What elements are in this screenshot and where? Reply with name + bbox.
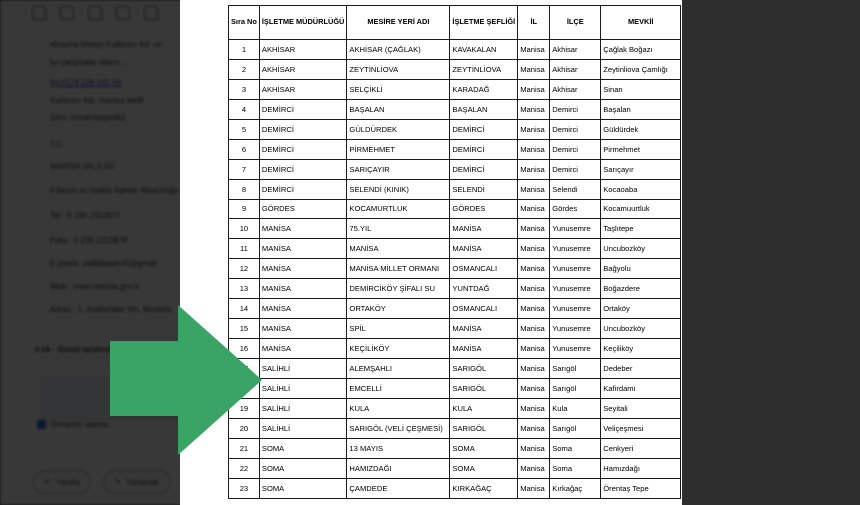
- cell-mesire-yeri-adi: SARIÇAYIR: [347, 159, 450, 179]
- cell-isletme-mudurlugu: DEMİRCİ: [259, 179, 347, 199]
- cell-ilce: Yunusemre: [550, 219, 601, 239]
- cell-mevkii: Boğazdere: [601, 279, 681, 299]
- cell-isletme-sefligi: YUNTDAĞ: [450, 279, 518, 299]
- cell-sira-no: 15: [229, 319, 260, 339]
- cell-ilce: Demirci: [550, 119, 601, 139]
- cell-il: Manisa: [518, 398, 550, 418]
- cell-ilce: Yunusemre: [550, 279, 601, 299]
- cell-mesire-yeri-adi: DEMİRCİKÖY ŞİFALI SU: [347, 279, 450, 299]
- cell-isletme-mudurlugu: SALİHLİ: [259, 398, 347, 418]
- cell-isletme-mudurlugu: AKHİSAR: [259, 79, 347, 99]
- cell-sira-no: 4: [229, 99, 260, 119]
- cell-mevkii: Kocaoaba: [601, 179, 681, 199]
- header-mevkii: MEVKİİ: [601, 6, 681, 40]
- cell-isletme-sefligi: SOMA: [450, 438, 518, 458]
- cell-il: Manisa: [518, 458, 550, 478]
- cell-mevkii: Seyitali: [601, 398, 681, 418]
- cell-isletme-mudurlugu: SOMA: [259, 458, 347, 478]
- cell-sira-no: 16: [229, 339, 260, 359]
- cell-isletme-mudurlugu: GÖRDES: [259, 199, 347, 219]
- cell-isletme-sefligi: SARIGÖL: [450, 418, 518, 438]
- cell-mesire-yeri-adi: 13 MAYIS: [347, 438, 450, 458]
- cell-ilce: Sarıgöl: [550, 359, 601, 379]
- cell-il: Manisa: [518, 478, 550, 498]
- cell-isletme-sefligi: DEMİRCİ: [450, 119, 518, 139]
- cell-isletme-mudurlugu: SALİHLİ: [259, 378, 347, 398]
- cell-il: Manisa: [518, 378, 550, 398]
- cell-ilce: Akhisar: [550, 59, 601, 79]
- cell-ilce: Kırkağaç: [550, 478, 601, 498]
- cell-mesire-yeri-adi: HAMIZDAĞI: [347, 458, 450, 478]
- cell-ilce: Selendi: [550, 179, 601, 199]
- cell-sira-no: 14: [229, 299, 260, 319]
- cell-il: Manisa: [518, 239, 550, 259]
- cell-mesire-yeri-adi: KOCAMURTLUK: [347, 199, 450, 219]
- cell-mevkii: Güldürdek: [601, 119, 681, 139]
- cell-mevkii: Uncubozköy: [601, 239, 681, 259]
- cell-isletme-sefligi: KIRKAĞAÇ: [450, 478, 518, 498]
- cell-ilce: Soma: [550, 458, 601, 478]
- cell-mesire-yeri-adi: ALEMŞAHLI: [347, 359, 450, 379]
- cell-isletme-mudurlugu: MANİSA: [259, 259, 347, 279]
- cell-isletme-sefligi: DEMİRCİ: [450, 159, 518, 179]
- cell-isletme-sefligi: GÖRDES: [450, 199, 518, 219]
- cell-isletme-mudurlugu: DEMİRCİ: [259, 139, 347, 159]
- cell-sira-no: 6: [229, 139, 260, 159]
- cell-mesire-yeri-adi: SELÇİKLİ: [347, 79, 450, 99]
- cell-isletme-sefligi: OSMANCALI: [450, 259, 518, 279]
- cell-il: Manisa: [518, 79, 550, 99]
- cell-mevkii: Örentaş Tepe: [601, 478, 681, 498]
- cell-il: Manisa: [518, 119, 550, 139]
- cell-mesire-yeri-adi: BAŞALAN: [347, 99, 450, 119]
- cell-il: Manisa: [518, 279, 550, 299]
- cell-mesire-yeri-adi: SELENDİ (KINIK): [347, 179, 450, 199]
- cell-isletme-sefligi: KULA: [450, 398, 518, 418]
- cell-ilce: Yunusemre: [550, 339, 601, 359]
- cell-il: Manisa: [518, 179, 550, 199]
- header-isletme-mudurlugu: İŞLETME MÜDÜRLÜĞÜ: [259, 6, 347, 40]
- cell-il: Manisa: [518, 40, 550, 60]
- cell-il: Manisa: [518, 159, 550, 179]
- cell-isletme-mudurlugu: MANİSA: [259, 299, 347, 319]
- cell-mevkii: Sinan: [601, 79, 681, 99]
- cell-sira-no: 7: [229, 159, 260, 179]
- cell-mesire-yeri-adi: PİRMEHMET: [347, 139, 450, 159]
- cell-sira-no: 2: [229, 59, 260, 79]
- cell-isletme-mudurlugu: MANİSA: [259, 239, 347, 259]
- cell-mesire-yeri-adi: KULA: [347, 398, 450, 418]
- cell-mevkii: Ortaköy: [601, 299, 681, 319]
- cell-sira-no: 22: [229, 458, 260, 478]
- cell-mesire-yeri-adi: KEÇİLİKÖY: [347, 339, 450, 359]
- cell-ilce: Yunusemre: [550, 299, 601, 319]
- cell-mesire-yeri-adi: ZEYTİNLİOVA: [347, 59, 450, 79]
- header-ilce: İLÇE: [550, 6, 601, 40]
- cell-isletme-mudurlugu: MANİSA: [259, 279, 347, 299]
- cell-mesire-yeri-adi: ORTAKÖY: [347, 299, 450, 319]
- cell-mevkii: Pirmehmet: [601, 139, 681, 159]
- cell-mesire-yeri-adi: SARIGÖL (VELİ ÇEŞMESİ): [347, 418, 450, 438]
- cell-il: Manisa: [518, 319, 550, 339]
- cell-sira-no: 20: [229, 418, 260, 438]
- cell-isletme-sefligi: SOMA: [450, 458, 518, 478]
- cell-ilce: Gördes: [550, 199, 601, 219]
- cell-sira-no: 8: [229, 179, 260, 199]
- cell-ilce: Yunusemre: [550, 259, 601, 279]
- cell-isletme-sefligi: MANİSA: [450, 319, 518, 339]
- cell-il: Manisa: [518, 438, 550, 458]
- cell-isletme-mudurlugu: DEMİRCİ: [259, 99, 347, 119]
- cell-mesire-yeri-adi: MANİSA: [347, 239, 450, 259]
- cell-mesire-yeri-adi: 75.YIL: [347, 219, 450, 239]
- cell-sira-no: 11: [229, 239, 260, 259]
- cell-ilce: Akhisar: [550, 79, 601, 99]
- cell-sira-no: 1: [229, 40, 260, 60]
- cell-mesire-yeri-adi: EMCELLİ: [347, 378, 450, 398]
- cell-il: Manisa: [518, 418, 550, 438]
- cell-isletme-sefligi: SELENDİ: [450, 179, 518, 199]
- cell-isletme-mudurlugu: MANİSA: [259, 219, 347, 239]
- cell-isletme-sefligi: DEMİRCİ: [450, 139, 518, 159]
- cell-isletme-mudurlugu: DEMİRCİ: [259, 159, 347, 179]
- cell-isletme-sefligi: OSMANCALI: [450, 299, 518, 319]
- cell-isletme-sefligi: BAŞALAN: [450, 99, 518, 119]
- cell-ilce: Demirci: [550, 99, 601, 119]
- cell-ilce: Soma: [550, 438, 601, 458]
- cell-isletme-mudurlugu: MANİSA: [259, 339, 347, 359]
- cell-isletme-sefligi: ZEYTİNLİOVA: [450, 59, 518, 79]
- cell-ilce: Yunusemre: [550, 239, 601, 259]
- cell-isletme-mudurlugu: SALİHLİ: [259, 359, 347, 379]
- cell-isletme-mudurlugu: SOMA: [259, 478, 347, 498]
- cell-mesire-yeri-adi: GÜLDÜRDEK: [347, 119, 450, 139]
- cell-sira-no: 19: [229, 398, 260, 418]
- cell-il: Manisa: [518, 139, 550, 159]
- cell-isletme-sefligi: KARADAĞ: [450, 79, 518, 99]
- cell-ilce: Yunusemre: [550, 319, 601, 339]
- cell-mevkii: Dedeber: [601, 359, 681, 379]
- cell-sira-no: 13: [229, 279, 260, 299]
- cell-mevkii: Çağlak Boğazı: [601, 40, 681, 60]
- header-sira-no: Sıra No: [229, 6, 260, 40]
- cell-il: Manisa: [518, 199, 550, 219]
- header-isletme-sefligi: İŞLETME ŞEFLİĞİ: [450, 6, 518, 40]
- cell-mesire-yeri-adi: ÇAMDEDE: [347, 478, 450, 498]
- cell-isletme-sefligi: SARIGÖL: [450, 359, 518, 379]
- cell-isletme-sefligi: MANİSA: [450, 219, 518, 239]
- cell-ilce: Sarıgöl: [550, 418, 601, 438]
- cell-ilce: Sarıgöl: [550, 378, 601, 398]
- cell-mevkii: Cenkyeri: [601, 438, 681, 458]
- cell-sira-no: 5: [229, 119, 260, 139]
- cell-sira-no: 9: [229, 199, 260, 219]
- cell-mevkii: Zeytinliova Çamlığı: [601, 59, 681, 79]
- header-il: İL: [518, 6, 550, 40]
- cell-mevkii: Taşlıtepe: [601, 219, 681, 239]
- cell-sira-no: 10: [229, 219, 260, 239]
- cell-sira-no: 3: [229, 79, 260, 99]
- cell-il: Manisa: [518, 339, 550, 359]
- cell-il: Manisa: [518, 59, 550, 79]
- cell-isletme-mudurlugu: SALİHLİ: [259, 418, 347, 438]
- cell-isletme-sefligi: MANİSA: [450, 339, 518, 359]
- cell-mevkii: Kocamuurtluk: [601, 199, 681, 219]
- cell-mevkii: Keçiliköy: [601, 339, 681, 359]
- cell-mevkii: Kafirdamı: [601, 378, 681, 398]
- cell-isletme-sefligi: SARIGÖL: [450, 378, 518, 398]
- cell-mesire-yeri-adi: AKHİSAR (ÇAĞLAK): [347, 40, 450, 60]
- cell-isletme-mudurlugu: AKHİSAR: [259, 59, 347, 79]
- cell-mevkii: Veliçeşmesi: [601, 418, 681, 438]
- cell-ilce: Demirci: [550, 159, 601, 179]
- cell-sira-no: 23: [229, 478, 260, 498]
- cell-il: Manisa: [518, 299, 550, 319]
- cell-ilce: Demirci: [550, 139, 601, 159]
- cell-il: Manisa: [518, 359, 550, 379]
- cell-mevkii: Bağyolu: [601, 259, 681, 279]
- cell-sira-no: 12: [229, 259, 260, 279]
- cell-isletme-mudurlugu: DEMİRCİ: [259, 119, 347, 139]
- cell-mevkii: Hamızdağı: [601, 458, 681, 478]
- cell-mesire-yeri-adi: MANİSA MİLLET ORMANI: [347, 259, 450, 279]
- cell-mevkii: Uncubozköy: [601, 319, 681, 339]
- cell-isletme-mudurlugu: AKHİSAR: [259, 40, 347, 60]
- cell-isletme-sefligi: KAVAKALAN: [450, 40, 518, 60]
- cell-mevkii: Başalan: [601, 99, 681, 119]
- cell-ilce: Akhisar: [550, 40, 601, 60]
- cell-isletme-sefligi: MANİSA: [450, 239, 518, 259]
- cell-il: Manisa: [518, 99, 550, 119]
- cell-isletme-mudurlugu: SOMA: [259, 438, 347, 458]
- cell-isletme-mudurlugu: MANİSA: [259, 319, 347, 339]
- cell-ilce: Kula: [550, 398, 601, 418]
- cell-sira-no: 21: [229, 438, 260, 458]
- cell-mevkii: Sarıçayır: [601, 159, 681, 179]
- cell-il: Manisa: [518, 259, 550, 279]
- cell-il: Manisa: [518, 219, 550, 239]
- header-mesire-yeri-adi: MESİRE YERİ ADI: [347, 6, 450, 40]
- cell-mesire-yeri-adi: SPİL: [347, 319, 450, 339]
